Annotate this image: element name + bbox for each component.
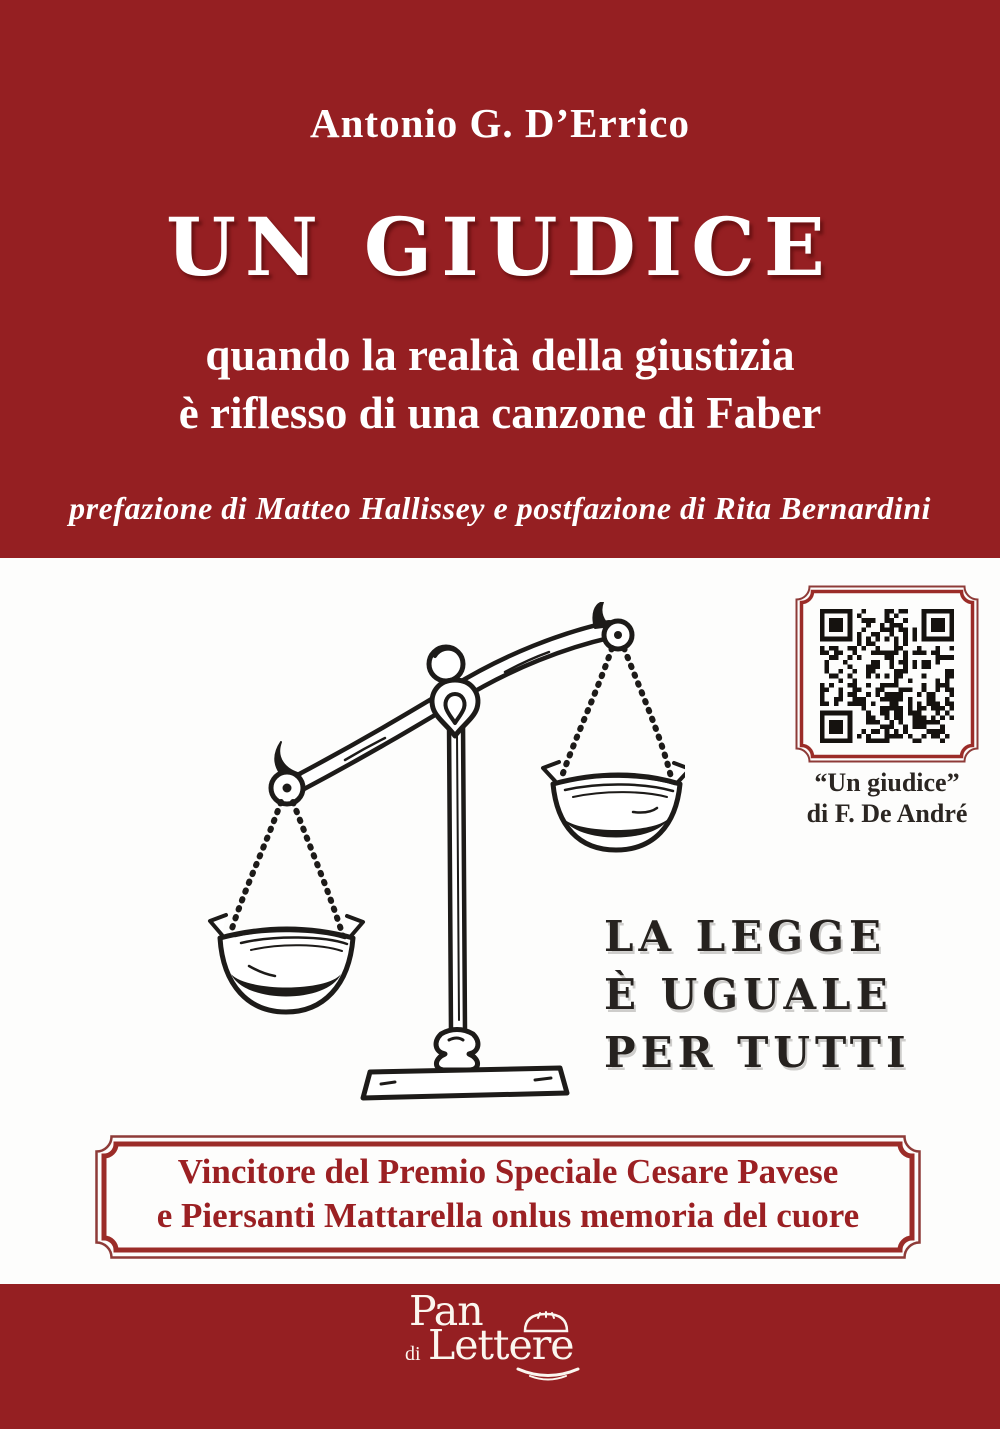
law-motto-line-1: LA LEGGE: [604, 912, 887, 961]
subtitle-line-1: quando la realtà della giustizia: [205, 330, 795, 380]
award-line-2: e Piersanti Mattarella onlus memoria del cuore: [156, 1196, 860, 1235]
law-motto-line-2: È UGUALE: [604, 970, 893, 1019]
law-motto-line-3: PER TUTTI: [604, 1028, 911, 1077]
award-line-1: Vincitore del Premio Speciale Cesare Pavese: [177, 1152, 839, 1191]
plate-arc-icon: [516, 1367, 580, 1383]
award-banner: [95, 1135, 921, 1259]
qr-caption-line-2: di F. De André: [806, 799, 968, 828]
law-motto: [604, 908, 911, 1082]
preface-credits: prefazione di Matteo Hallissey e postfazione di Rita Bernardini: [69, 490, 931, 526]
book-subtitle: [0, 326, 1000, 442]
publisher-word-di: di: [405, 1343, 421, 1365]
bread-loaf-icon: [523, 1309, 569, 1335]
award-text: [95, 1150, 921, 1238]
qr-caption-line-1: “Un giudice”: [814, 768, 960, 797]
qr-caption: [772, 767, 1000, 829]
publisher-logo: [380, 1285, 620, 1397]
publisher-word-pan: Pan: [409, 1287, 483, 1335]
qr-panel: [795, 585, 979, 763]
qr-code: [820, 609, 954, 743]
publisher-word-lettere: Lettere: [428, 1321, 574, 1369]
subtitle-line-2: è riflesso di una canzone di Faber: [178, 388, 822, 438]
author-name: Antonio G. D’Errico: [310, 100, 690, 146]
book-title: UN GIUDICE: [166, 200, 834, 294]
